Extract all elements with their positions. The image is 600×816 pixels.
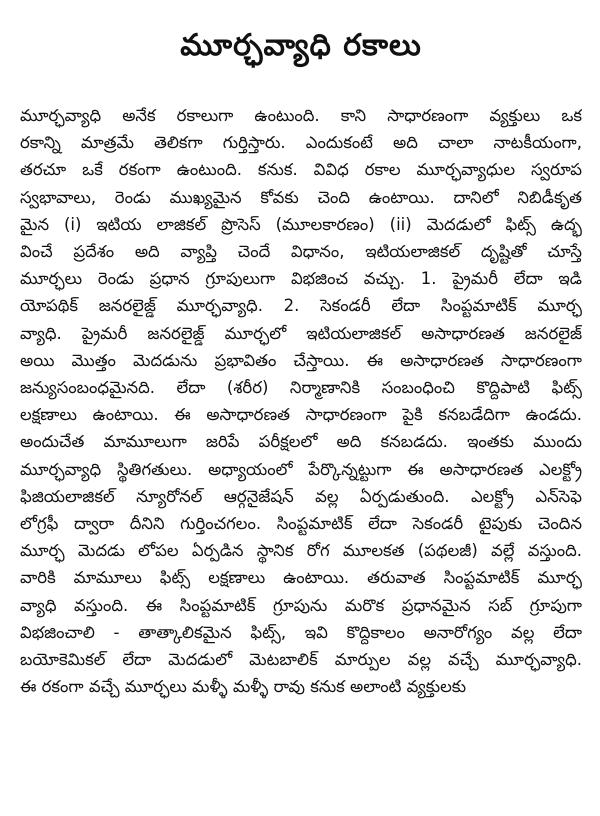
text-line: మైన (i) ఇటియ లాజికల్ ప్రొసెస్ (మూలకారణం) (ii) మెదడులో ఫిట్స్ ఉద్భ	[20, 214, 582, 234]
text-line: ఫిజియలాజికల్ న్యూరోనల్ ఆర్గనైజేషన్ వల్ల ఏర్పడుతుంది. ఎలక్ట్రో ఎన్‌సెఫె	[20, 486, 582, 506]
text-line: లోగ్రఫీ ద్వారా దీనిని గుర్తించగలం. సింప్టమాటిక్ లేదా సెకండరీ టైపుకు చెందిన	[20, 514, 582, 534]
text-line: మూర్ఛవ్యాధి స్థితిగతులు. అధ్యాయంలో పేర్కొన్నట్టుగా ఈ అసాధారణత ఎలక్ట్రో	[20, 459, 582, 479]
text-line: అయి మొత్తం మెదడును ప్రభావితం చేస్తాయి. ఈ అసాధారణత సాధారణంగా	[20, 350, 582, 370]
text-line: తరచూ ఒకే రకంగా ఉంటుంది. కనుక. వివిధ రకాల మూర్ఛవ్యాధుల స్వరూప	[20, 160, 582, 180]
text-line: స్వభావాలు, రెండు ముఖ్యమైన కోవకు చెంది ఉంటాయి. దానిలో నిబిడీకృత	[20, 187, 582, 207]
text-line: మూర్ఛ మెదడు లోపల ఏర్పడిన స్థానిక రోగ మూలకత (పథలజీ) వల్లే వస్తుంది.	[20, 541, 582, 561]
body-paragraph	[20, 102, 582, 700]
text-line: విభజించాలి - తాత్కాలికమైన ఫిట్స్, ఇవి కొద్దికాలం అనారోగ్యం వల్ల లేదా	[20, 622, 582, 642]
text-line: జన్యుసంబంధమైనది. లేదా (శరీర) నిర్మాణానికి సంబంధించి కొద్దిపాటి ఫిట్స్	[20, 378, 582, 398]
text-line: ఈ రకంగా వచ్చే మూర్ఛలు మళ్ళీ మళ్ళీ రావు కనుక అలాంటి వ్యక్తులకు	[20, 677, 467, 697]
text-line: యోపథిక్ జనరలైజ్డ్ మూర్ఛవ్యాధి. 2. సెకండరీ లేదా సింప్టమాటిక్ మూర్ఛ	[20, 296, 582, 316]
page-title: మూర్ఛవ్యాధి రకాలు	[180, 28, 422, 63]
text-line: అందుచేత మామూలుగా జరిపే పరీక్షలలో అది కనబడదు. ఇంతకు ముందు	[20, 432, 582, 452]
text-line: మూర్ఛలు రెండు ప్రధాన గ్రూపులుగా విభజించ వచ్చు. 1. ప్రైమరీ లేదా ఇడి	[20, 269, 582, 289]
text-line: వ్యాధి. ప్రైమరీ జనరలైజ్డ్ మూర్ఛలో ఇటియలాజికల్ అసాధారణత జనరలైజ్	[20, 323, 582, 343]
text-line: వారికి మామూలు ఫిట్స్ లక్షణాలు ఉంటాయి. తరువాత సింప్టమాటిక్ మూర్ఛ	[20, 568, 582, 588]
text-line: వ్యాధి వస్తుంది. ఈ సింప్టమాటిక్ గ్రూపును మరొక ప్రధానమైన సబ్ గ్రూపుగా	[20, 595, 582, 615]
text-line: బయోకెమికల్ లేదా మెదడులో మెటబాలిక్ మార్పుల వల్ల వచ్చే మూర్ఛవ్యాధి.	[20, 650, 582, 670]
text-line: లక్షణాలు ఉంటాయి. ఈ అసాధారణత సాధారణంగా పైకి కనబడేదిగా ఉండదు.	[20, 405, 582, 425]
text-line: వించే ప్రదేశం అది వ్యాప్తి చెందే విధానం, ఇటియలాజికల్ దృష్టితో చూస్తే	[20, 242, 582, 262]
text-line: రకాన్ని మాత్రమే తెలికగా గుర్తిస్తారు. ఎందుకంటే అది చాలా నాటకీయంగా,	[20, 133, 582, 153]
text-line: మూర్ఛవ్యాధి అనేక రకాలుగా ఉంటుంది. కాని సాధారణంగా వ్యక్తులు ఒక	[20, 106, 582, 125]
